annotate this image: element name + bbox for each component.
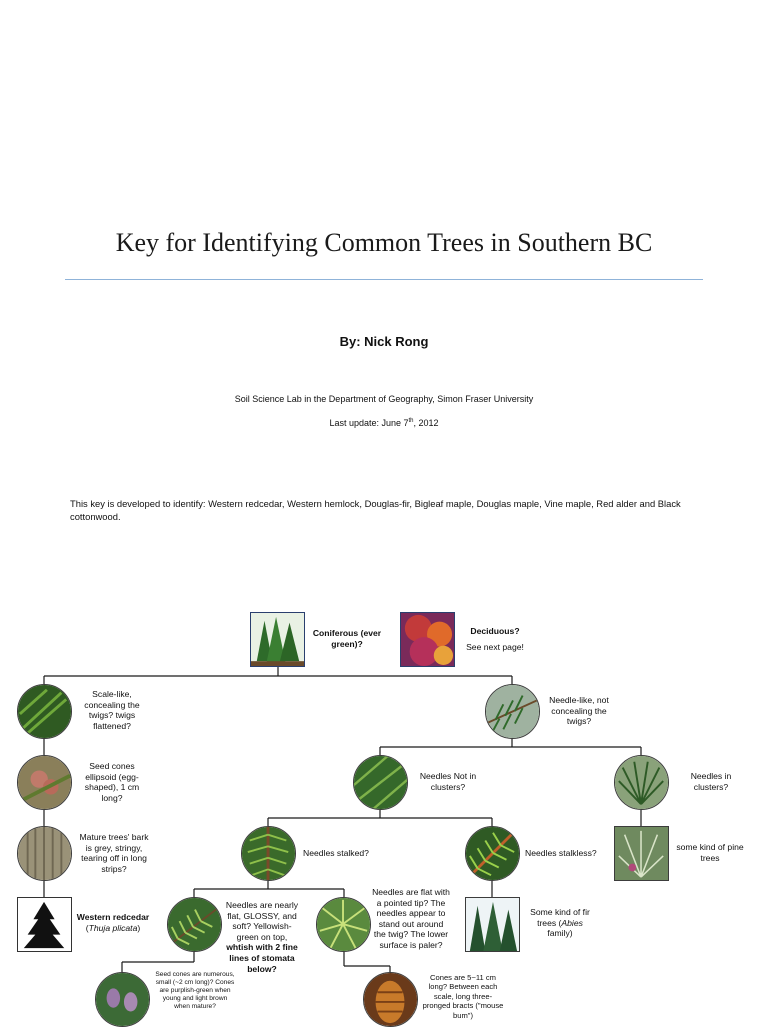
stalked-photo [241,826,296,881]
scale-like-question: Scale-like, concealing the twigs? twigs flattened? [84,689,140,731]
affiliation: Soil Science Lab in the Department of Geography, Simon Fraser University [234,394,534,404]
hemlock-cones-question: Seed cones are numerous, small (~2 cm long)? Cones are purplish-green when young and light brown when mature? [155,971,235,1010]
fir-photo [465,897,520,952]
douglas-cones-question: Cones are 5~11 cm long? Between each scale, long three-pronged bracts ("mouse bum") [422,973,504,1020]
scale-like-photo [17,684,72,739]
deciduous-note: See next page! [466,642,524,652]
cedar-cones-question: Seed cones ellipsoid (egg-shaped), 1 cm long? [84,761,140,803]
last-update: Last update: June 7th, 2012 [329,418,439,428]
cedar-cones-photo [17,755,72,810]
hemlock-needles-question: Needles are nearly flat, GLOSSY, and soft? Yellowish-green on top, whtish with 2 fine lines of stomata below? [225,900,299,974]
pine-photo [614,826,669,881]
intro-paragraph: This key is developed to identify: Western redcedar, Western hemlock, Douglas-fir, Bigleaf maple, Douglas maple, Vine maple, Red alder and Black cottonwood. [70,498,681,522]
stalkless-photo [465,826,520,881]
cedar-bark-photo [17,826,72,881]
not-clusters-photo [353,755,408,810]
needle-like-question: Needle-like, not concealing the twigs? [549,695,609,727]
coniferous-question: Coniferous (ever green)? [312,628,382,649]
deciduous-question: Deciduous? [470,626,520,636]
hemlock-needles-photo [167,897,222,952]
in-clusters-question: Needles in clusters? [690,771,732,792]
pine-result: some kind of pine trees [676,842,744,863]
deciduous-photo [400,612,455,667]
coniferous-photo [250,612,305,667]
hemlock-cones-photo [95,972,150,1027]
douglas-needles-photo [316,897,371,952]
douglas-cones-photo [363,972,418,1027]
western-redcedar-name: Western redcedar (Thuja plicata) [76,912,150,933]
in-clusters-photo [614,755,669,810]
document-title: Key for Identifying Common Trees in Southern BC [115,228,653,257]
stalkless-question: Needles stalkless? [525,848,597,858]
western-redcedar-silhouette [17,897,72,952]
stalked-question: Needles stalked? [303,848,369,858]
fir-result: Some kind of fir trees (Abies family) [530,907,590,939]
author: By: Nick Rong [339,334,429,349]
douglas-needles-question: Needles are flat with a pointed tip? The needles appear to stand out around the twig? The lower surface is paler? [372,887,450,950]
cedar-bark-question: Mature trees' bark is grey, stringy, tearing off in long strips? [79,832,149,874]
needle-like-photo [485,684,540,739]
not-clusters-question: Needles Not in clusters? [419,771,477,792]
